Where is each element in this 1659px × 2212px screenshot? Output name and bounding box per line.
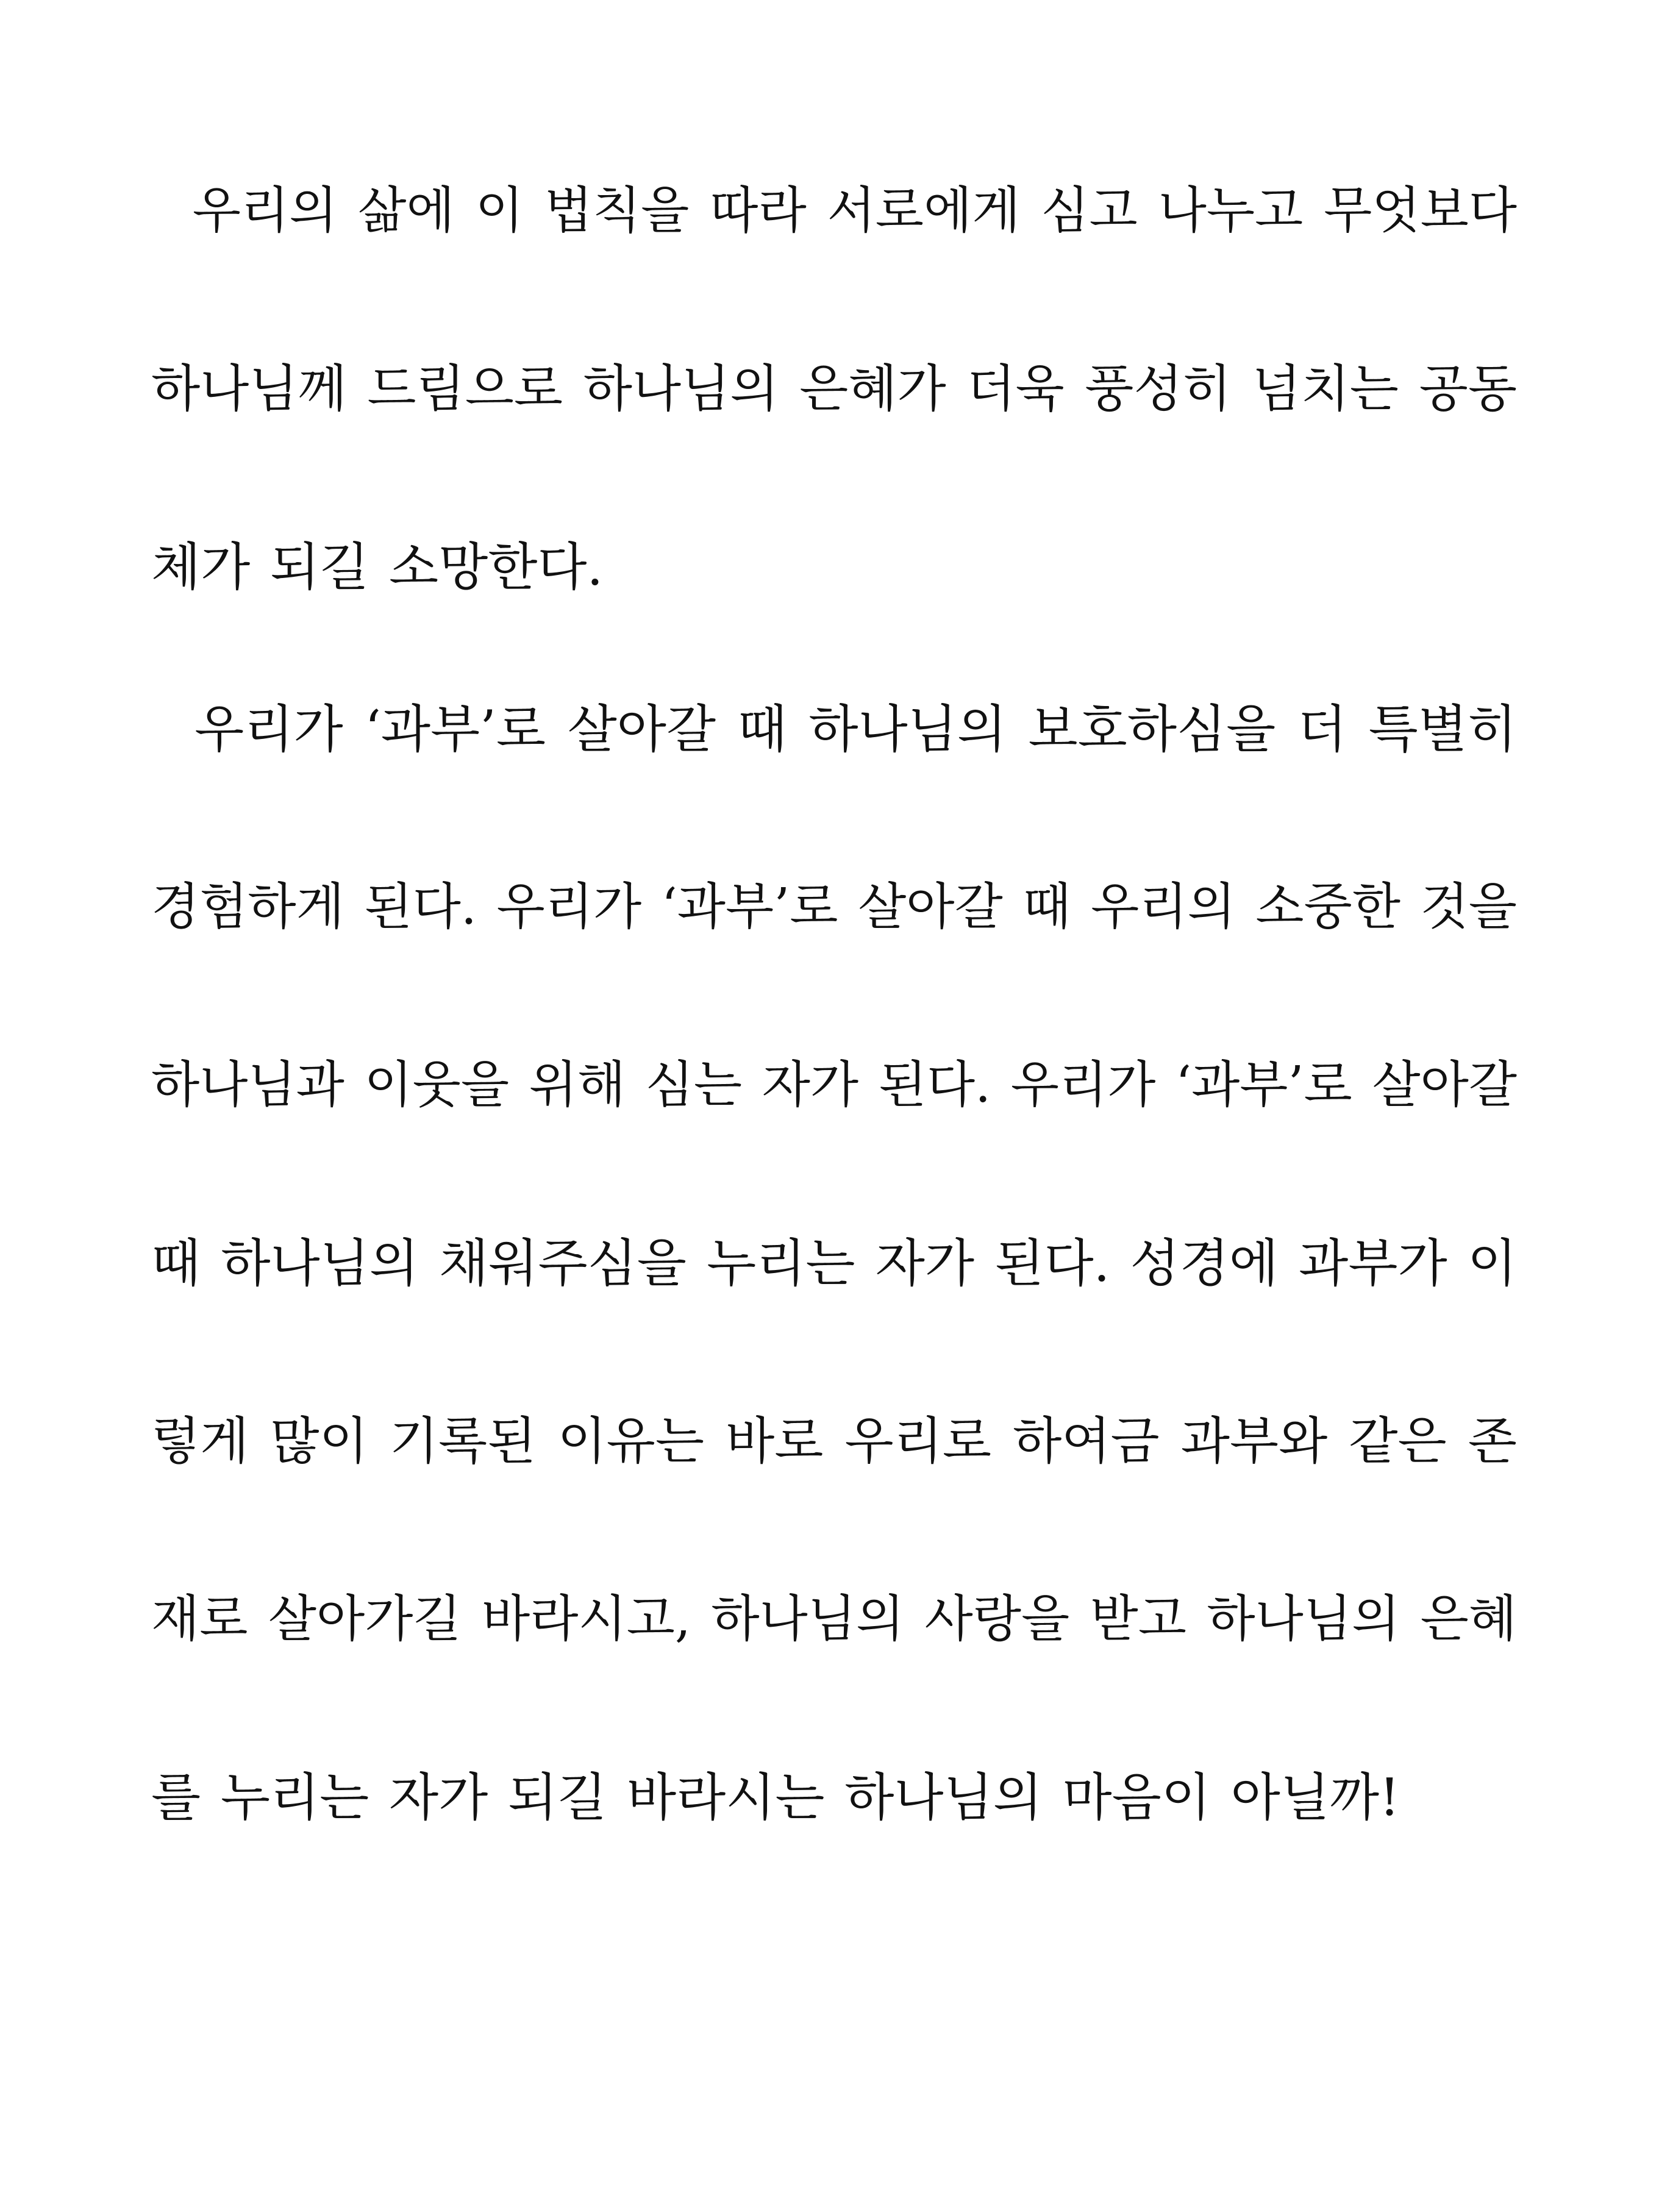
paragraph-2-line-1: 우리가 ‘과부’로 살아갈 때 하나님의 보호하심을 더 특별히 — [151, 699, 1517, 759]
paragraph-2-line-5: 렇게 많이 기록된 이유는 바로 우리로 하여금 과부와 같은 존 — [151, 1411, 1517, 1471]
paragraph-2-line-3: 하나님과 이웃을 위해 심는 자가 된다. 우리가 ‘과부’로 살아갈 — [151, 1056, 1517, 1114]
paragraph-1-line-2: 하나님께 드림으로 하나님의 은혜가 더욱 풍성히 넘치는 공동 — [151, 359, 1517, 418]
paragraph-2 — [151, 640, 1517, 1886]
paragraph-1 — [151, 122, 1517, 656]
paragraph-2-line-2: 경험하게 된다. 우리가 ‘과부’로 살아갈 때 우리의 소중한 것을 — [151, 878, 1517, 936]
paragraph-2-line-7: 를 누리는 자가 되길 바라시는 하나님의 마음이 아닐까! — [151, 1768, 1400, 1827]
paragraph-2-line-6: 재로 살아가길 바라시고, 하나님의 사랑을 받고 하나님의 은혜 — [151, 1590, 1517, 1648]
paragraph-2-line-4: 때 하나님의 채워주심을 누리는 자가 된다. 성경에 과부가 이 — [151, 1233, 1517, 1293]
paragraph-1-line-3: 체가 되길 소망한다. — [151, 537, 604, 597]
paragraph-1-line-1: 우리의 삶에 이 법칙을 따라 서로에게 심고 나누고 무엇보다 — [151, 182, 1517, 240]
